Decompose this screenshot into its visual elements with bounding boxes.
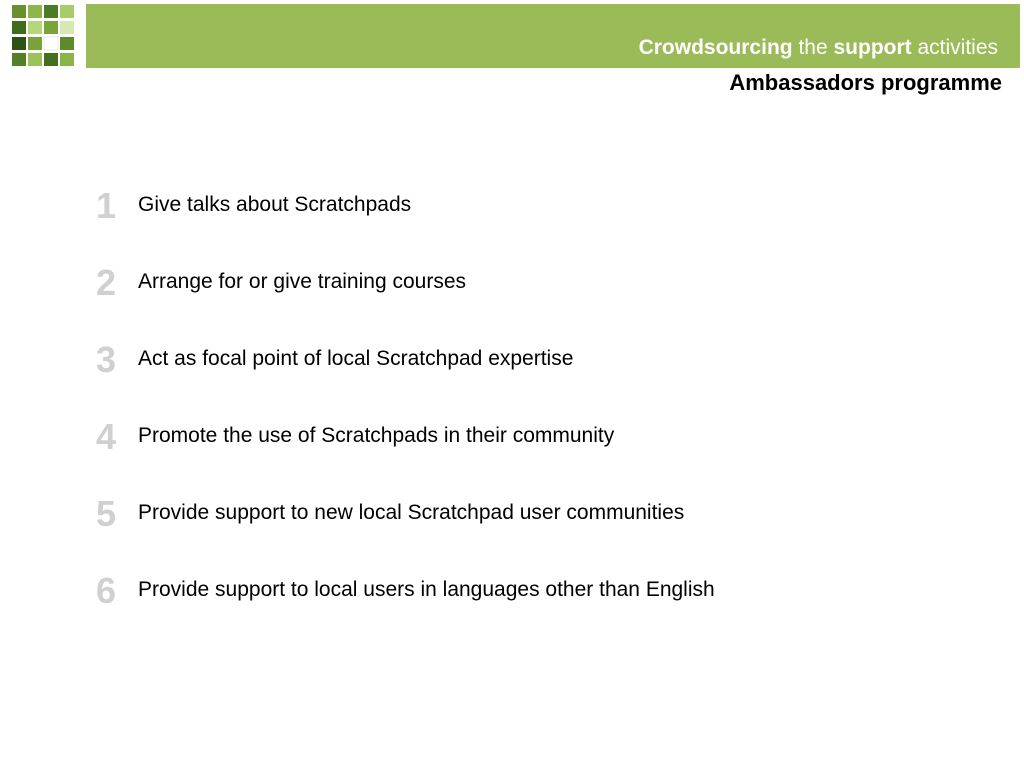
numbered-list bbox=[88, 185, 988, 650]
item-number: 5 bbox=[95, 493, 117, 534]
item-number: 1 bbox=[95, 185, 117, 226]
header-title bbox=[639, 37, 998, 58]
list-item bbox=[88, 339, 988, 419]
list-item bbox=[88, 493, 988, 573]
header-title-support: support bbox=[833, 36, 912, 59]
item-text: Provide support to local users in languages other than English bbox=[138, 578, 715, 601]
list-item bbox=[88, 262, 988, 342]
item-text: Give talks about Scratchpads bbox=[138, 193, 412, 216]
item-text: Arrange for or give training courses bbox=[138, 270, 466, 293]
item-number: 2 bbox=[95, 262, 117, 303]
header-title-crowdsourcing: Crowdsourcing bbox=[638, 36, 793, 59]
item-number: 6 bbox=[95, 570, 117, 611]
list-item bbox=[88, 570, 988, 650]
header-title-the: the bbox=[792, 36, 834, 59]
item-text: Act as focal point of local Scratchpad expertise bbox=[138, 347, 574, 370]
item-text: Provide support to new local Scratchpad user communities bbox=[138, 501, 685, 524]
header-band bbox=[86, 4, 1020, 68]
page-subtitle: Ambassadors programme bbox=[729, 70, 1002, 95]
logo-grid-icon bbox=[10, 4, 78, 70]
header-title-activities: activities bbox=[911, 36, 998, 59]
item-text: Promote the use of Scratchpads in their community bbox=[138, 424, 615, 447]
item-number: 4 bbox=[95, 416, 117, 457]
list-item bbox=[88, 416, 988, 496]
item-number: 3 bbox=[95, 339, 117, 380]
list-item bbox=[88, 185, 988, 265]
